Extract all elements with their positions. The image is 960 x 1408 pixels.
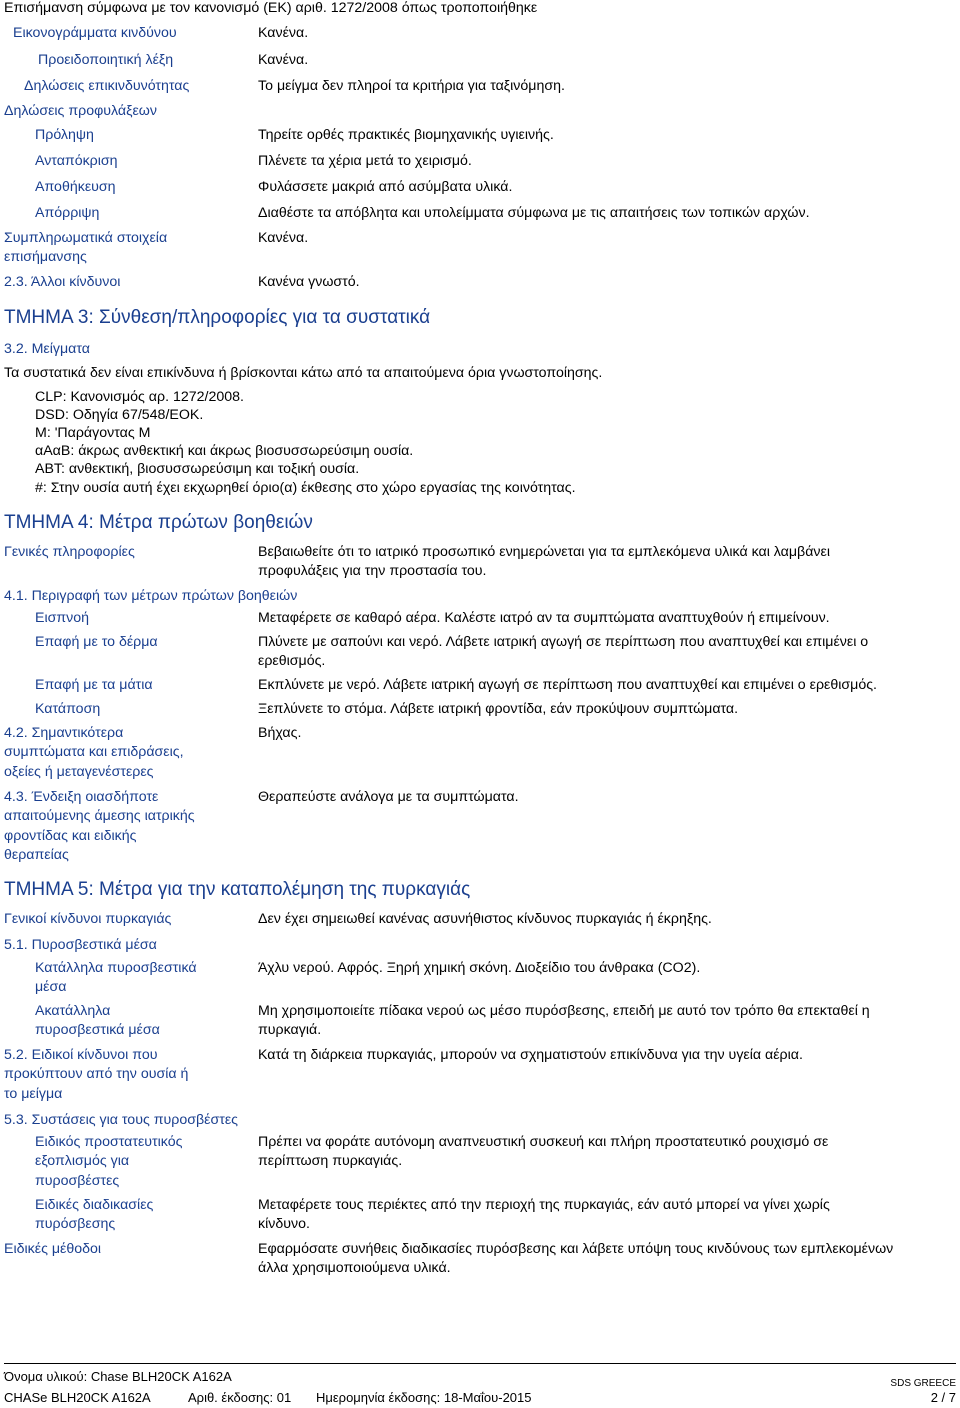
medical-attention-label-3: φροντίδας και ειδικής <box>4 828 137 844</box>
section5-heading: ΤΜΗΜΑ 5: Μέτρα για την καταπολέμηση της πυρκαγιάς <box>4 879 471 900</box>
signal-word-label: Προειδοποιητική λέξη <box>38 52 174 68</box>
note-clp: CLP: Κανονισμός αρ. 1272/2008. <box>35 389 244 405</box>
special-hazards-label-3: το μείγμα <box>4 1086 63 1102</box>
other-hazards-label: 2.3. Άλλοι κίνδυνοι <box>4 274 121 290</box>
supplemental-label-2: επισήμανσης <box>4 249 87 265</box>
symptoms-label-1: 4.2. Σημαντικότερα <box>4 725 124 741</box>
footer-page-number: 2 / 7 <box>930 1390 956 1405</box>
response-label: Ανταπόκριση <box>35 153 118 169</box>
hazard-statements-label: Δηλώσεις επικινδυνότητας <box>24 78 190 94</box>
special-hazards-label-2: προκύπτουν από την ουσία ή <box>4 1066 189 1082</box>
symptoms-label-2: συμπτώματα και επιδράσεις, <box>4 744 184 760</box>
firefighting-procedures-value-1: Μεταφέρετε τους περιέκτες από την περιοχή της πυρκαγιάς, εάν αυτό μπορεί να γίνει χωρίς <box>258 1197 830 1213</box>
footer-issue-date: Ημερομηνία έκδοσης: 18-Μαΐου-2015 <box>316 1390 532 1405</box>
inhalation-value: Μεταφέρετε σε καθαρό αέρα. Καλέστε ιατρό αν τα συμπτώματα αναπτυχθούν ή επιμείνουν. <box>258 610 830 626</box>
special-hazards-label-1: 5.2. Ειδικοί κίνδυνοι που <box>4 1047 158 1063</box>
skin-contact-value-2: ερεθισμός. <box>258 653 326 669</box>
footer-product-name: Όνομα υλικού: Chase BLH20CK A162A <box>4 1369 232 1384</box>
ingestion-label: Κατάποση <box>35 701 101 717</box>
symptoms-value: Βήχας. <box>258 725 302 741</box>
disposal-value: Διαθέστε τα απόβλητα και υπολείμματα σύμφωνα με τις απαιτήσεις των τοπικών αρχών. <box>258 205 810 221</box>
precautionary-heading: Δηλώσεις προφυλάξεων <box>4 103 157 119</box>
suitable-media-label-1: Κατάλληλα πυροσβεστικά <box>35 960 197 976</box>
eye-contact-label: Επαφή με τα μάτια <box>35 677 153 693</box>
firefighting-procedures-value-2: κίνδυνο. <box>258 1216 310 1232</box>
general-info-value-2: προφυλάξεις για την προστασία του. <box>258 563 487 579</box>
supplemental-label-1: Συμπληρωματικά στοιχεία <box>4 230 168 246</box>
medical-attention-label-2: απαιτούμενης άμεσης ιατρικής <box>4 808 195 824</box>
specific-methods-label: Ειδικές μέθοδοι <box>4 1241 102 1257</box>
firefighting-procedures-label-1: Ειδικές διαδικασίες <box>35 1197 154 1213</box>
eye-contact-value: Εκπλύνετε με νερό. Λάβετε ιατρική αγωγή σε περίπτωση που αναπτυχθεί και επιμένει ο ερεθισμός. <box>258 677 877 693</box>
other-hazards-value: Κανένα γνωστό. <box>258 274 360 290</box>
storage-label: Αποθήκευση <box>35 179 116 195</box>
footer-sds-country: SDS GREECE <box>890 1378 956 1389</box>
fire-hazards-value: Δεν έχει σημειωθεί κανένας ασυνήθιστος κίνδυνος πυρκαγιάς ή έκρηξης. <box>258 911 712 927</box>
supplemental-value: Κανένα. <box>258 230 309 246</box>
note-m-factor: M: 'Παράγοντας M <box>35 425 151 441</box>
general-info-value-1: Βεβαιωθείτε ότι το ιατρικό προσωπικό ενημερώνεται για τα εμπλεκόμενα υλικά και λαμβάνει <box>258 544 830 560</box>
firefighter-advice-subheading: 5.3. Συστάσεις για τους πυροσβέστες <box>4 1112 239 1128</box>
disposal-label: Απόρριψη <box>35 205 100 221</box>
storage-value: Φυλάσσετε μακριά από ασύμβατα υλικά. <box>258 179 513 195</box>
footer-product-code: CHASe BLH20CK A162A <box>4 1390 151 1405</box>
hazard-pictograms-value: Κανένα. <box>258 25 309 41</box>
hazard-pictograms-label: Εικονογράμματα κινδύνου <box>13 25 177 41</box>
medical-attention-value: Θεραπεύστε ανάλογα με τα συμπτώματα. <box>258 789 519 805</box>
extinguishing-media-subheading: 5.1. Πυροσβεστικά μέσα <box>4 937 157 953</box>
prevention-label: Πρόληψη <box>35 127 94 143</box>
suitable-media-value: Άχλυ νερού. Αφρός. Ξηρή χημική σκόνη. Διοξείδιο του άνθρακα (CO2). <box>258 960 701 976</box>
section3-heading: ΤΜΗΜΑ 3: Σύνθεση/πληροφορίες για τα συστατικά <box>4 307 431 328</box>
fire-hazards-label: Γενικοί κίνδυνοι πυρκαγιάς <box>4 911 172 927</box>
protective-equipment-label-2: εξοπλισμός για <box>35 1153 130 1169</box>
symptoms-label-3: οξείες ή μεταγενέστερες <box>4 764 154 780</box>
note-exposure-limit: #: Στην ουσία αυτή έχει εκχωρηθεί όριο(α) έκθεσης στο χώρο εργασίας της κοινότητας. <box>35 480 576 496</box>
medical-attention-label-1: 4.3. Ένδειξη οιασδήποτε <box>4 789 159 805</box>
mixtures-subheading: 3.2. Μείγματα <box>4 341 90 357</box>
protective-equipment-label-1: Ειδικός προστατευτικός <box>35 1134 183 1150</box>
firefighting-procedures-label-2: πυρόσβεσης <box>35 1216 116 1232</box>
note-pbt: ΑΒΤ: ανθεκτική, βιοσυσσωρεύσιμη και τοξική ουσία. <box>35 461 360 477</box>
note-vpvb: αΑαΒ: άκρως ανθεκτική και άκρως βιοσυσσωρεύσιμη ουσία. <box>35 443 414 459</box>
signal-word-value: Κανένα. <box>258 52 309 68</box>
prevention-value: Τηρείτε ορθές πρακτικές βιομηχανικής υγιεινής. <box>258 127 554 143</box>
protective-equipment-value-1: Πρέπει να φοράτε αυτόνομη αναπνευστική συσκευή και πλήρη προστατευτικό ρουχισμό σε <box>258 1134 829 1150</box>
footer-divider <box>4 1363 956 1364</box>
general-info-label: Γενικές πληροφορίες <box>4 544 135 560</box>
ingestion-value: Ξεπλύνετε το στόμα. Λάβετε ιατρική φροντίδα, εάν προκύψουν συμπτώματα. <box>258 701 739 717</box>
unsuitable-media-value-2: πυρκαγιά. <box>258 1022 322 1038</box>
special-hazards-value: Κατά τη διάρκεια πυρκαγιάς, μπορούν να σχηματιστούν επικίνδυνα για την υγεία αέρια. <box>258 1047 803 1063</box>
inhalation-label: Εισπνοή <box>35 610 90 626</box>
suitable-media-label-2: μέσα <box>35 979 67 995</box>
unsuitable-media-label-1: Ακατάλληλα <box>35 1003 111 1019</box>
skin-contact-label: Επαφή με το δέρμα <box>35 634 158 650</box>
labelling-regulation-line: Επισήμανση σύμφωνα με τον κανονισμό (ΕΚ) αριθ. 1272/2008 όπως τροποποιήθηκε <box>4 0 538 16</box>
unsuitable-media-label-2: πυροσβεστικά μέσα <box>35 1022 160 1038</box>
mixtures-intro: Τα συστατικά δεν είναι επικίνδυνα ή βρίσκονται κάτω από τα απαιτούμενα όρια γνωστοποίησης. <box>4 365 603 381</box>
specific-methods-value-1: Εφαρμόσατε συνήθεις διαδικασίες πυρόσβεσης και λάβετε υπόψη τους κινδύνους των εμπλεκομένων <box>258 1241 894 1257</box>
note-dsd: DSD: Οδηγία 67/548/ΕΟΚ. <box>35 407 204 423</box>
response-value: Πλένετε τα χέρια μετά το χειρισμό. <box>258 153 472 169</box>
hazard-statements-value: Το μείγμα δεν πληροί τα κριτήρια για ταξινόμηση. <box>258 78 565 94</box>
protective-equipment-label-3: πυροσβέστες <box>35 1173 120 1189</box>
skin-contact-value-1: Πλύνετε με σαπούνι και νερό. Λάβετε ιατρική αγωγή σε περίπτωση που αναπτυχθεί και επιμένει ο <box>258 634 869 650</box>
specific-methods-value-2: άλλα χρησιμοποιούμενα υλικά. <box>258 1260 451 1276</box>
first-aid-measures-subheading: 4.1. Περιγραφή των μέτρων πρώτων βοηθειών <box>4 588 298 604</box>
footer-revision: Αριθ. έκδοσης: 01 <box>188 1390 292 1405</box>
protective-equipment-value-2: περίπτωση πυρκαγιάς. <box>258 1153 403 1169</box>
section4-heading: ΤΜΗΜΑ 4: Μέτρα πρώτων βοηθειών <box>4 512 313 533</box>
medical-attention-label-4: θεραπείας <box>4 847 69 863</box>
unsuitable-media-value-1: Μη χρησιμοποιείτε πίδακα νερού ως μέσο πυρόσβεσης, επειδή με αυτό τον τρόπο θα επεκταθεί η <box>258 1003 870 1019</box>
